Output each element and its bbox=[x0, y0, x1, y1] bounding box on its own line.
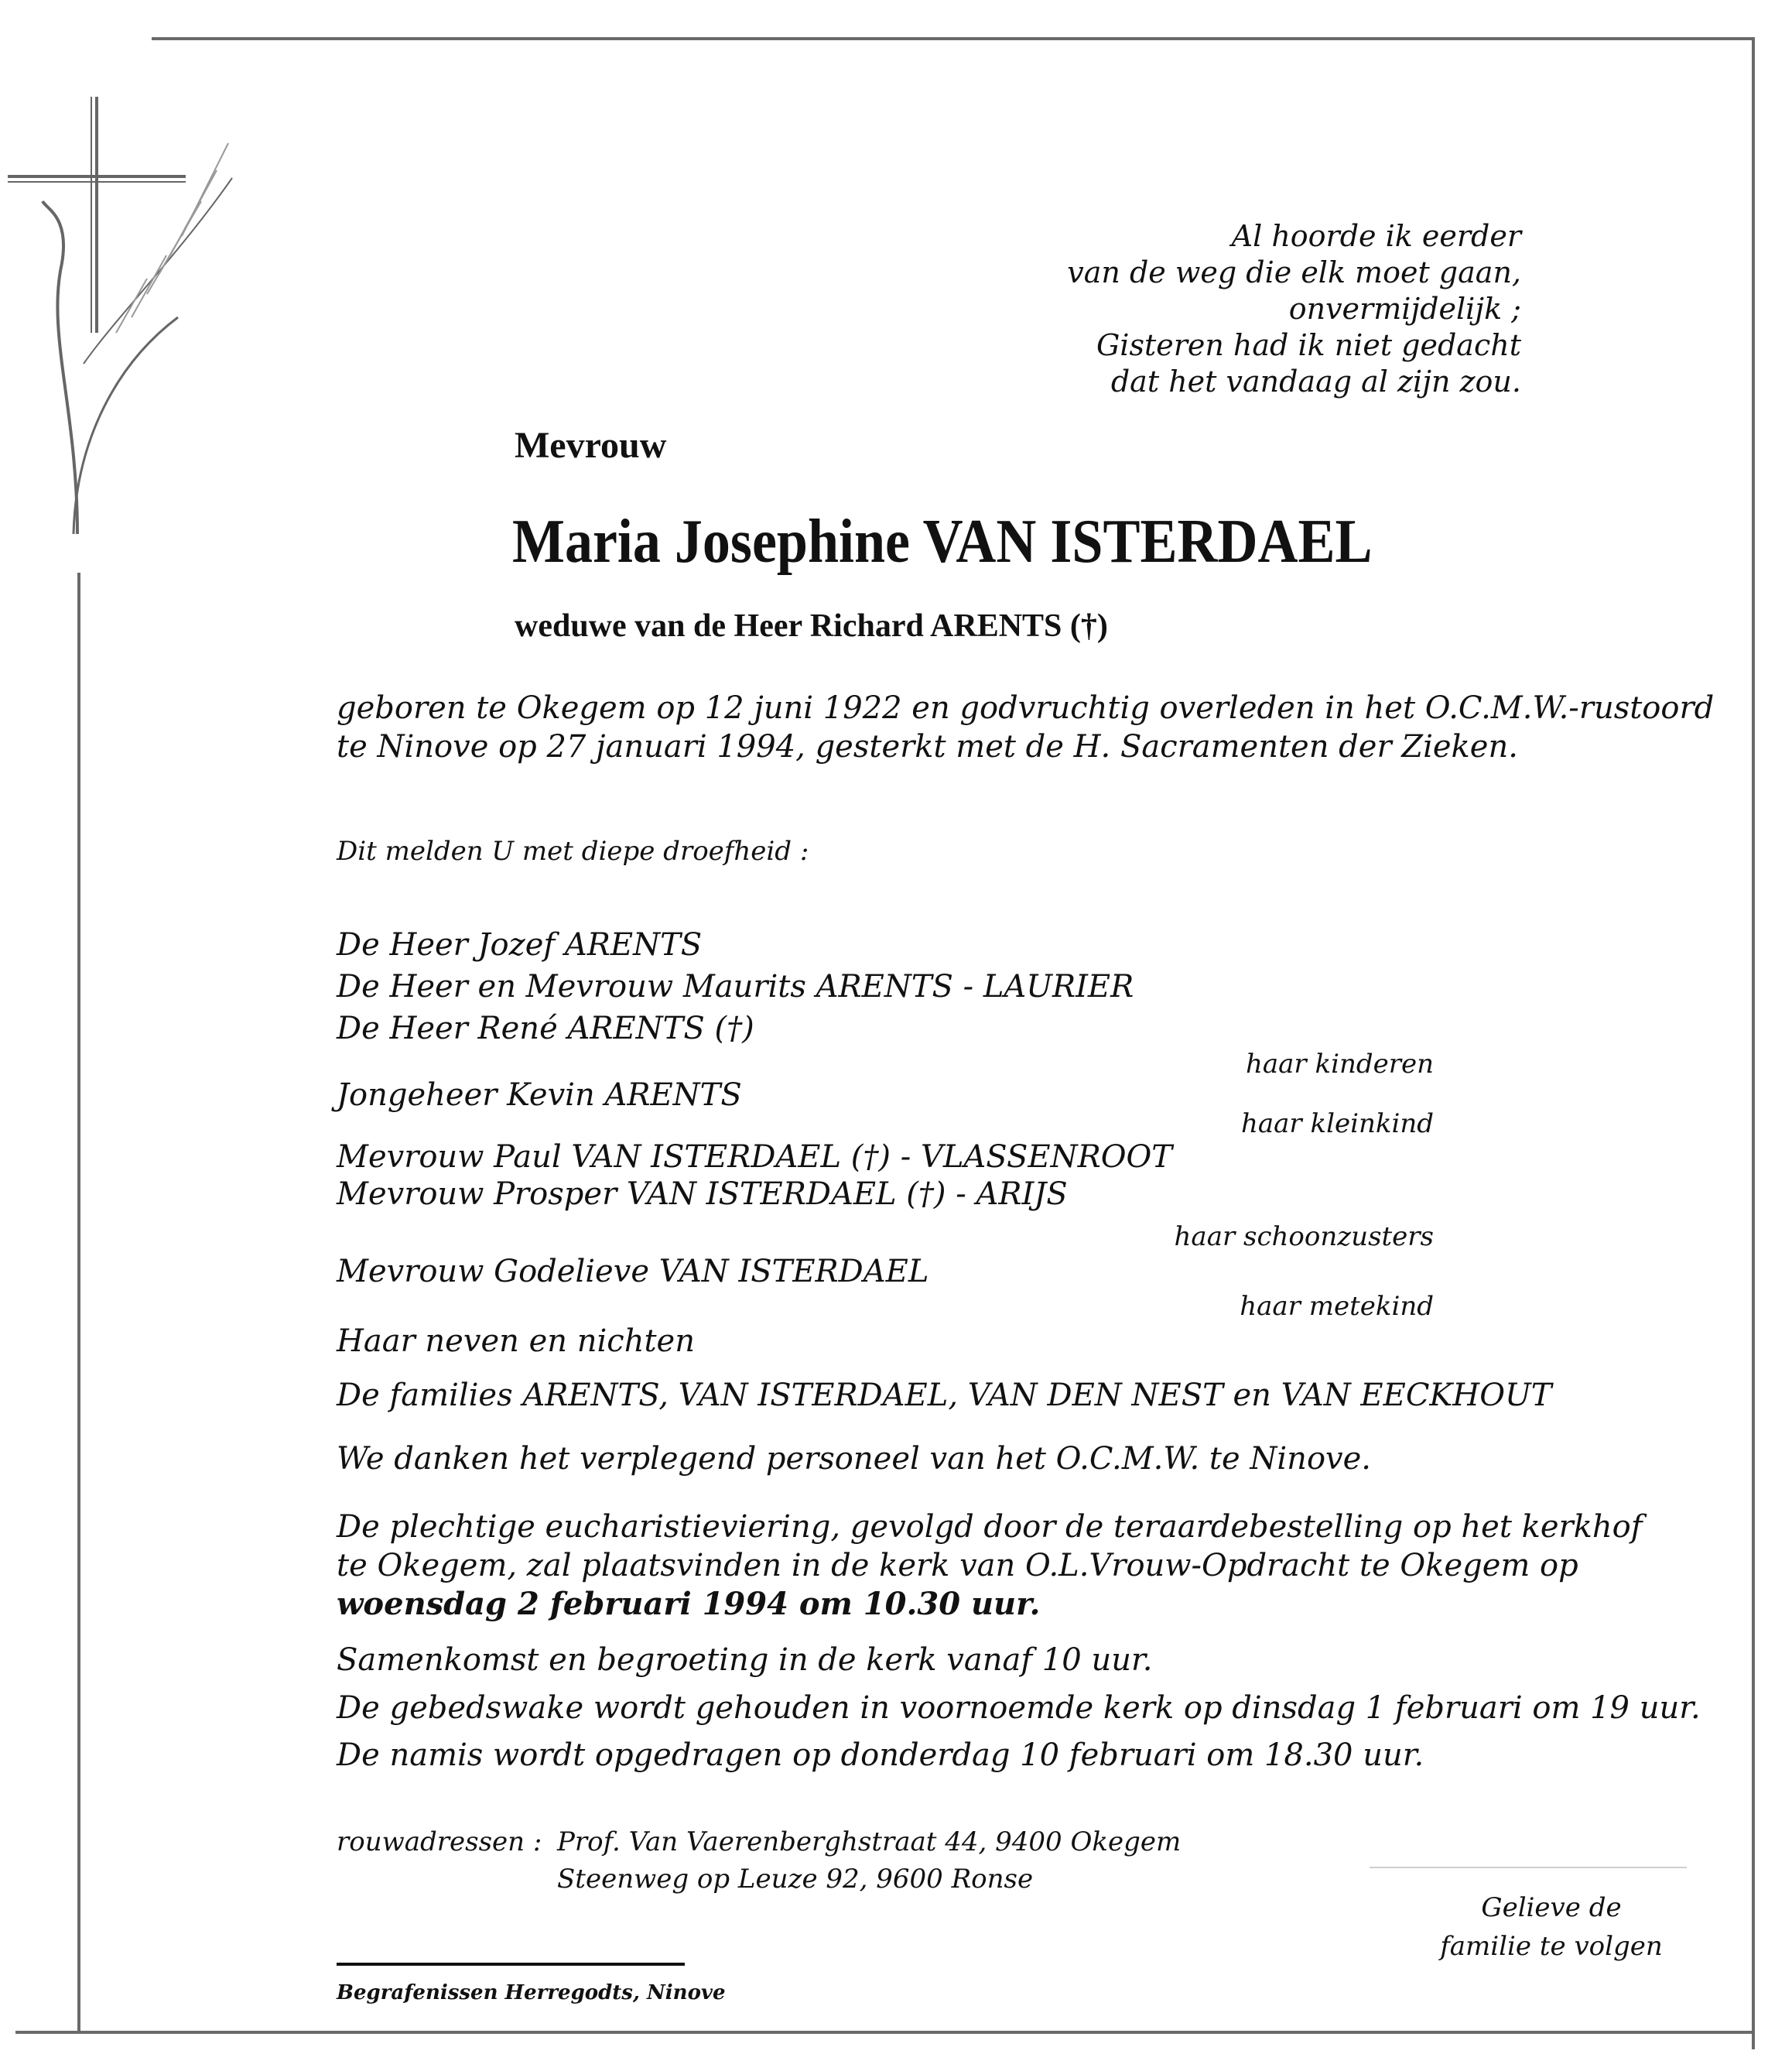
note-line: De gebedswake wordt gehouden in voornoemde kerk op dinsdag 1 februari om 19 uur. bbox=[337, 1690, 1701, 1726]
frame-bottom-border bbox=[15, 2031, 1755, 2034]
family-role: haar schoonzusters bbox=[1174, 1221, 1434, 1252]
ceremony-line: te Okegem, zal plaatsvinden in de kerk van O.L.Vrouw-Opdracht te Okegem op bbox=[337, 1548, 1578, 1583]
birth-line: te Ninove op 27 januari 1994, gesterkt met de H. Sacramenten der Zieken. bbox=[337, 729, 1518, 765]
family-member: Jongeheer Kevin ARENTS bbox=[337, 1077, 742, 1113]
frame-left-border bbox=[77, 573, 80, 2034]
ceremony-date: woensdag 2 februari 1994 om 10.30 uur. bbox=[337, 1586, 1041, 1622]
thanks-text: We danken het verplegend personeel van het O.C.M.W. te Ninove. bbox=[337, 1441, 1372, 1477]
poem-line: dat het vandaag al zijn zou. bbox=[1110, 365, 1521, 399]
family-member: De Heer René ARENTS (†) bbox=[337, 1011, 754, 1046]
widow-subtitle: weduwe van de Heer Richard ARENTS (†) bbox=[515, 608, 1108, 644]
announce-text: Dit melden U met diepe droefheid : bbox=[337, 836, 809, 867]
family-member: De families ARENTS, VAN ISTERDAEL, VAN DEN NEST en VAN EECKHOUT bbox=[337, 1378, 1552, 1413]
family-member: Mevrouw Paul VAN ISTERDAEL (†) - VLASSENROOT bbox=[337, 1139, 1172, 1175]
follow-divider bbox=[1370, 1867, 1687, 1868]
family-role: haar kleinkind bbox=[1240, 1108, 1434, 1139]
ceremony-text bbox=[337, 1508, 1643, 1624]
honorific-title: Mevrouw bbox=[515, 425, 667, 466]
family-member: Mevrouw Prosper VAN ISTERDAEL (†) - ARIJS bbox=[337, 1176, 1068, 1212]
poem-line: onvermijdelijk ; bbox=[1288, 292, 1521, 326]
address-line: Prof. Van Vaerenberghstraat 44, 9400 Okegem bbox=[557, 1826, 1182, 1857]
poem-line: Al hoorde ik eerder bbox=[1231, 219, 1521, 253]
birth-line: geboren te Okegem op 12 juni 1922 en godvruchtig overleden in het O.C.M.W.-rustoord bbox=[337, 690, 1715, 726]
note-line: De namis wordt opgedragen op donderdag 10 februari om 18.30 uur. bbox=[337, 1737, 1424, 1773]
follow-notice: Gelieve de familie te volgen bbox=[1440, 1892, 1663, 1962]
frame-top-border bbox=[152, 37, 1753, 40]
poem-line: van de weg die elk moet gaan, bbox=[1067, 255, 1521, 289]
poem-line: Gisteren had ik niet gedacht bbox=[1096, 328, 1521, 362]
family-member: Haar neven en nichten bbox=[337, 1323, 695, 1359]
frame-right-border bbox=[1752, 37, 1755, 2049]
undertaker-text: Begrafenissen Herregodts, Ninove bbox=[337, 1981, 726, 2004]
family-role: haar kinderen bbox=[1245, 1049, 1434, 1080]
family-member: Mevrouw Godelieve VAN ISTERDAEL bbox=[337, 1254, 929, 1289]
address-line: Steenweg op Leuze 92, 9600 Ronse bbox=[557, 1864, 1034, 1895]
undertaker-divider bbox=[337, 1963, 685, 1966]
ceremony-line: De plechtige eucharistieviering, gevolgd door de teraardebestelling op het kerkhof bbox=[337, 1509, 1643, 1545]
deceased-name: Maria Josephine VAN ISTERDAEL bbox=[512, 508, 1373, 576]
family-role: haar metekind bbox=[1240, 1291, 1434, 1322]
addresses-label: rouwadressen : bbox=[337, 1826, 542, 1857]
cross-with-wheat-icon bbox=[0, 85, 279, 549]
birth-death-text bbox=[337, 689, 1714, 766]
family-member: De Heer en Mevrouw Maurits ARENTS - LAURIER bbox=[337, 969, 1134, 1005]
note-line: Samenkomst en begroeting in de kerk vanaf 10 uur. bbox=[337, 1642, 1153, 1678]
family-member: De Heer Jozef ARENTS bbox=[337, 927, 703, 963]
poem bbox=[1067, 218, 1521, 400]
